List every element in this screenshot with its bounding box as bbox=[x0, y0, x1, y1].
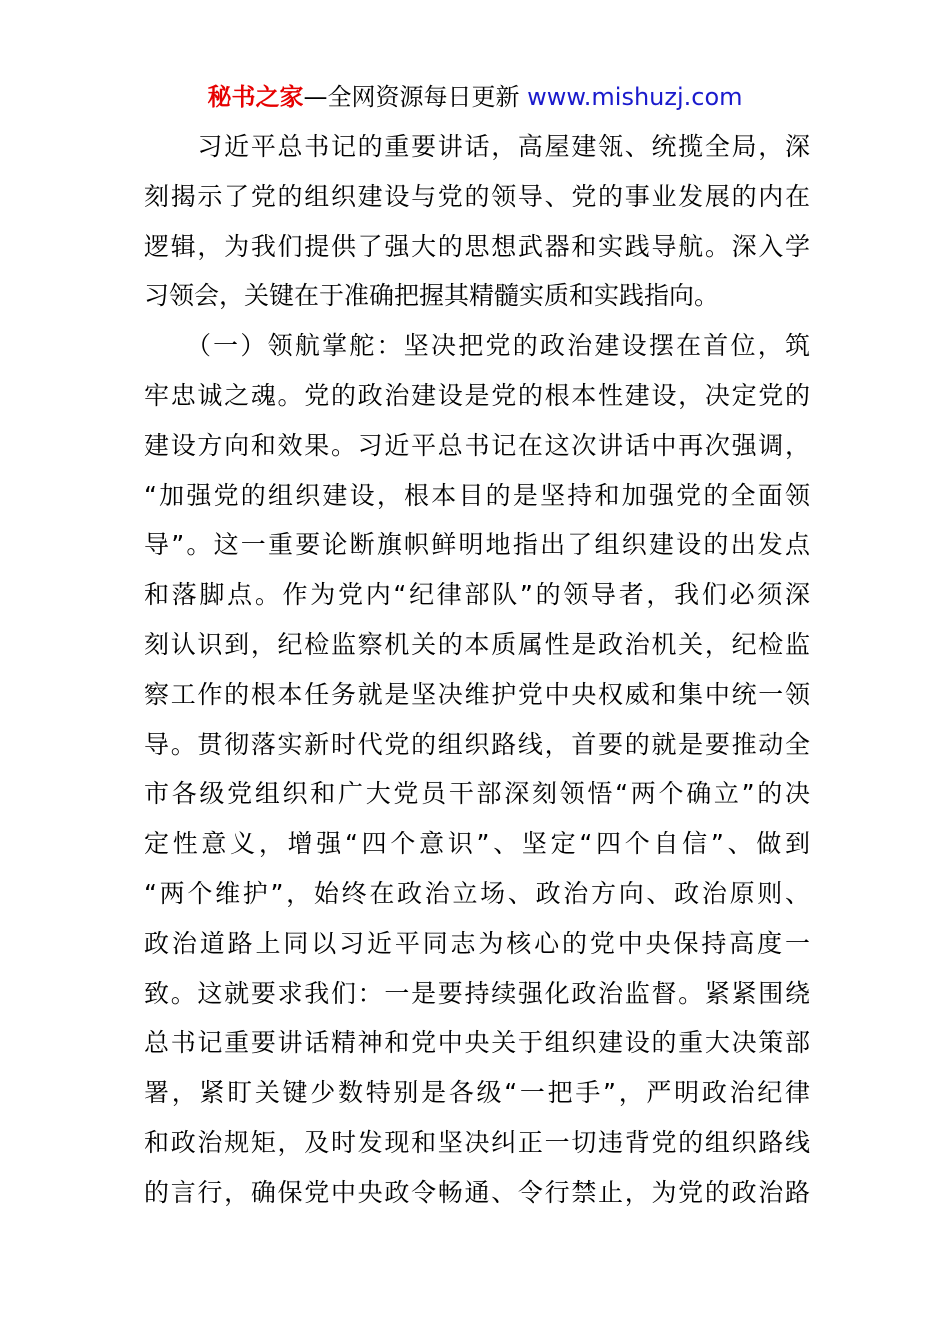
text-line: 逻辑，为我们提供了强大的思想武器和实践导航。深入学 bbox=[144, 231, 810, 261]
text-line: 署，紧盯关键少数特别是各级“一把手”，严明政治纪律 bbox=[144, 1078, 810, 1108]
site-brand: 秘书之家 bbox=[207, 83, 304, 111]
text-line: “两个维护”，始终在政治立场、政治方向、政治原则、 bbox=[144, 878, 810, 908]
text-line: 定性意义，增强“四个意识”、坚定“四个自信”、做到 bbox=[144, 829, 810, 859]
text-line: 习领会，关键在于准确把握其精髓实质和实践指向。 bbox=[144, 281, 720, 311]
text-line: 的言行，确保党中央政令畅通、令行禁止，为党的政治路 bbox=[144, 1177, 810, 1207]
text-line: 刻揭示了党的组织建设与党的领导、党的事业发展的内在 bbox=[144, 181, 810, 211]
text-line: （一）领航掌舵：坚决把党的政治建设摆在首位，筑 bbox=[144, 331, 810, 361]
text-line: 习近平总书记的重要讲话，高屋建瓴、统揽全局，深 bbox=[144, 132, 810, 161]
site-url[interactable]: www.mishuzj.com bbox=[527, 83, 743, 111]
text-line: 市各级党组织和广大党员干部深刻领悟“两个确立”的决 bbox=[144, 779, 810, 809]
text-line: 致。这就要求我们：一是要持续强化政治监督。紧紧围绕 bbox=[144, 978, 810, 1008]
text-line: 建设方向和效果。习近平总书记在这次讲话中再次强调， bbox=[144, 430, 810, 460]
text-line: 和落脚点。作为党内“纪律部队”的领导者，我们必须深 bbox=[144, 580, 810, 610]
text-line: 导”。这一重要论断旗帜鲜明地指出了组织建设的出发点 bbox=[144, 530, 810, 560]
text-line: “加强党的组织建设，根本目的是坚持和加强党的全面领 bbox=[144, 480, 810, 510]
text-line: 牢忠诚之魂。党的政治建设是党的根本性建设，决定党的 bbox=[144, 380, 810, 410]
text-line: 和政治规矩，及时发现和坚决纠正一切违背党的组织路线 bbox=[144, 1127, 810, 1157]
text-line: 导。贯彻落实新时代党的组织路线，首要的就是要推动全 bbox=[144, 729, 810, 759]
site-header bbox=[0, 80, 950, 114]
text-line: 总书记重要讲话精神和党中央关于组织建设的重大决策部 bbox=[144, 1028, 810, 1058]
text-line: 察工作的根本任务就是坚决维护党中央权威和集中统一领 bbox=[144, 679, 810, 709]
site-tagline: —全网资源每日更新 bbox=[303, 83, 528, 111]
text-line: 刻认识到，纪检监察机关的本质属性是政治机关，纪检监 bbox=[144, 629, 810, 659]
document-body bbox=[144, 122, 810, 1218]
text-line: 政治道路上同以习近平同志为核心的党中央保持高度一 bbox=[144, 928, 810, 958]
